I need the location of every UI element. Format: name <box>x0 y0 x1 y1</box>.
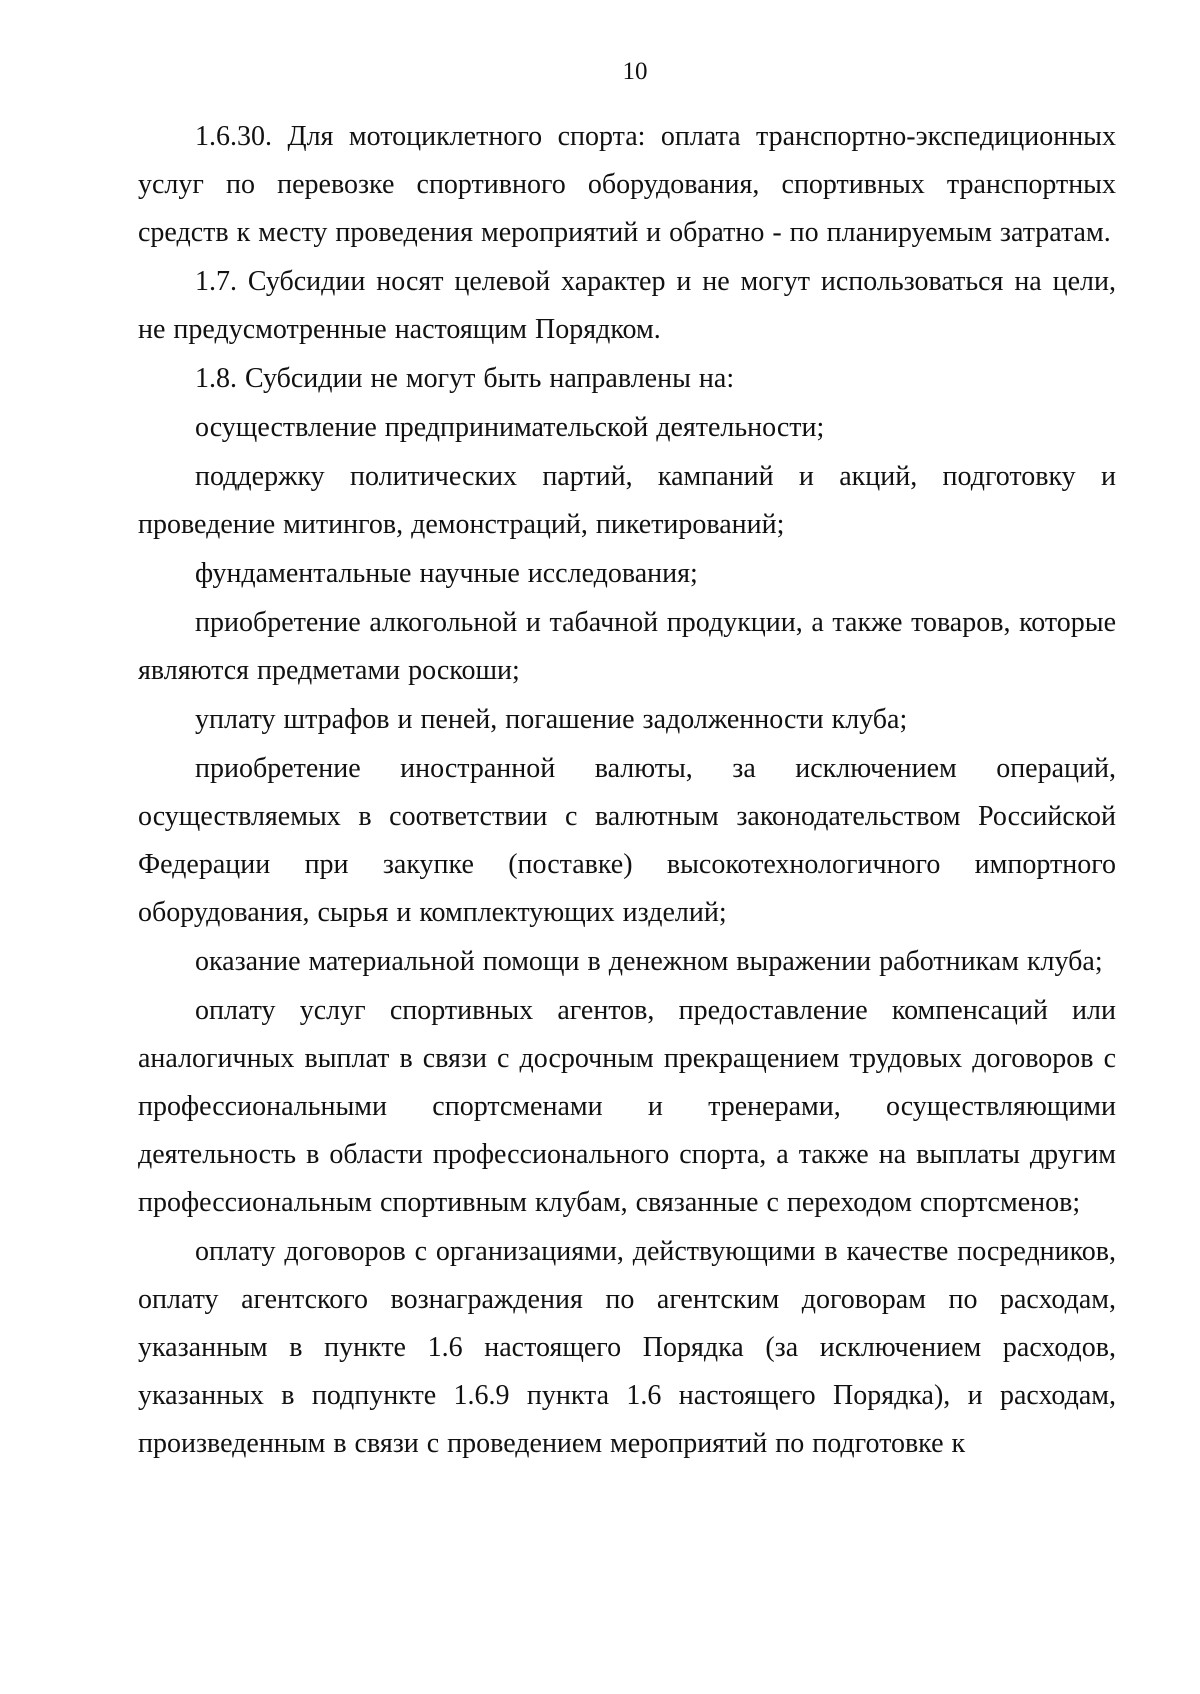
paragraph-1-8: 1.8. Субсидии не могут быть направлены на: <box>195 363 735 394</box>
document-body <box>138 113 1116 1469</box>
list-item-sports-agents: оплату услуг спортивных агентов, предоставление компенсаций или аналогичных выплат в связи с досрочным прекращением трудовых договоров с профессиональными спортсменами и тренерами, осуществляющими деятельность в области профессионального спорта, а также на выплаты другим профессиональным спортивным клубам, связанные с переходом спортсменов; <box>138 995 1116 1218</box>
list-item-intermediaries: оплату договоров с организациями, действующими в качестве посредников, оплату агентского вознаграждения по агентским договорам по расходам, указанным в пункте 1.6 настоящего Порядка (за исключением расходов, указанных в подпункте 1.6.9 пункта 1.6 настоящего Порядка), и расходам, произведенным в связи с проведением мероприятий по подготовке к <box>138 1236 1116 1459</box>
list-item-fines: уплату штрафов и пеней, погашение задолженности клуба; <box>195 704 908 735</box>
paragraph-1-6-30: 1.6.30. Для мотоциклетного спорта: оплата транспортно-экспедиционных услуг по перевозке спортивного оборудования, спортивных транспортных средств к месту проведения мероприятий и обратно - по планируемым затратам. <box>138 121 1116 248</box>
list-item-research: фундаментальные научные исследования; <box>195 558 698 589</box>
paragraph-1-7: 1.7. Субсидии носят целевой характер и не могут использоваться на цели, не предусмотренные настоящим Порядком. <box>138 266 1116 345</box>
list-item-entrepreneurship: осуществление предпринимательской деятельности; <box>195 412 825 443</box>
page-number: 10 <box>622 58 648 85</box>
list-item-material-aid: оказание материальной помощи в денежном выражении работникам клуба; <box>195 946 1103 977</box>
list-item-political-support: поддержку политических партий, кампаний и акций, подготовку и проведение митингов, демонстраций, пикетирований; <box>138 461 1116 540</box>
list-item-foreign-currency: приобретение иностранной валюты, за исключением операций, осуществляемых в соответствии с валютным законодательством Российской Федерации при закупке (поставке) высокотехнологичного импортного оборудования, сырья и комплектующих изделий; <box>138 753 1116 928</box>
list-item-alcohol-tobacco: приобретение алкогольной и табачной продукции, а также товаров, которые являются предметами роскоши; <box>138 607 1116 686</box>
